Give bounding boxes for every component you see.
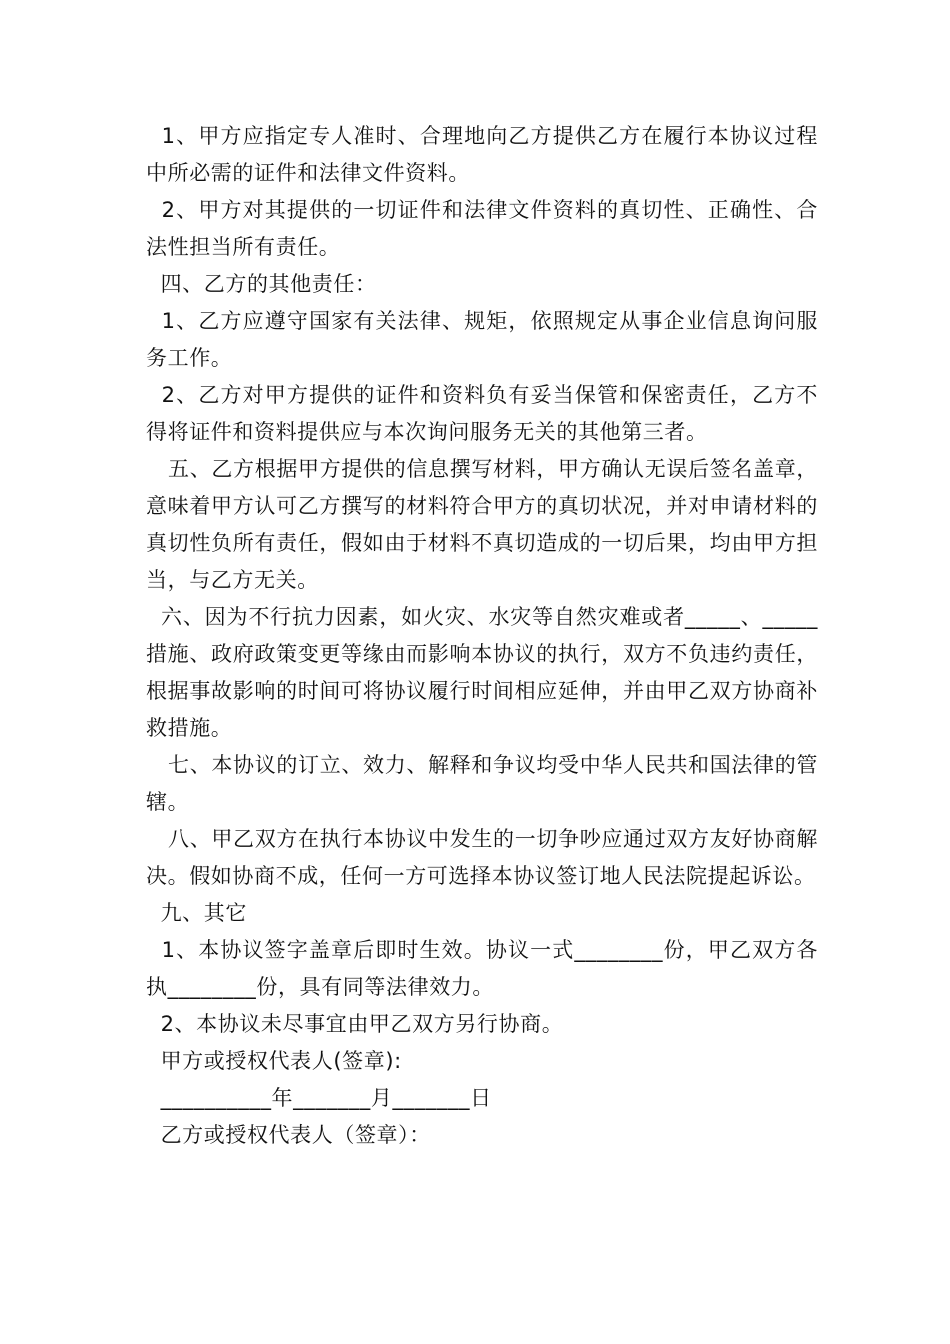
clause-paragraph: 2、甲方对其提供的一切证件和法律文件资料的真切性、正确性、合法性担当所有责任。	[146, 198, 818, 259]
clause-paragraph: 七、本协议的订立、效力、解释和争议均受中华人民共和国法律的管辖。	[146, 753, 818, 814]
document-body	[146, 118, 818, 1154]
party-b-signature-line: 乙方或授权代表人（签章）：	[146, 1123, 431, 1147]
party-a-signature-line: 甲方或授权代表人(签章):	[146, 1049, 402, 1073]
section-heading: 四、乙方的其他责任：	[146, 272, 377, 296]
clause-paragraph: 八、甲乙双方在执行本协议中发生的一切争吵应通过双方友好协商解决。假如协商不成，任何一方可选择本协议签订地人民法院提起诉讼。	[146, 827, 818, 888]
clause-paragraph: 2、乙方对甲方提供的证件和资料负有妥当保管和保密责任，乙方不得将证件和资料提供应与本次询问服务无关的其他第三者。	[146, 383, 818, 444]
clause-paragraph: 六、因为不行抗力因素，如火灾、水灾等自然灾难或者_____、_____措施、政府政策变更等缘由而影响本协议的执行，双方不负违约责任，根据事故影响的时间可将协议履行时间相应延伸，并由甲乙双方协商补救措施。	[146, 605, 818, 740]
clause-paragraph: 五、乙方根据甲方提供的信息撰写材料，甲方确认无误后签名盖章，意味着甲方认可乙方撰写的材料符合甲方的真切状况，并对申请材料的真切性负所有责任，假如由于材料不真切造成的一切后果，均由甲方担当，与乙方无关。	[146, 457, 818, 592]
section-heading: 九、其它	[146, 901, 247, 925]
clause-paragraph: 1、本协议签字盖章后即时生效。协议一式________份，甲乙双方各执________份，具有同等法律效力。	[146, 938, 818, 999]
date-line: __________年_______月_______日	[146, 1086, 492, 1110]
clause-paragraph: 1、甲方应指定专人准时、合理地向乙方提供乙方在履行本协议过程中所必需的证件和法律文件资料。	[146, 124, 818, 185]
clause-paragraph: 1、乙方应遵守国家有关法律、规矩，依照规定从事企业信息询问服务工作。	[146, 309, 818, 370]
clause-paragraph: 2、本协议未尽事宜由甲乙双方另行协商。	[146, 1012, 564, 1036]
